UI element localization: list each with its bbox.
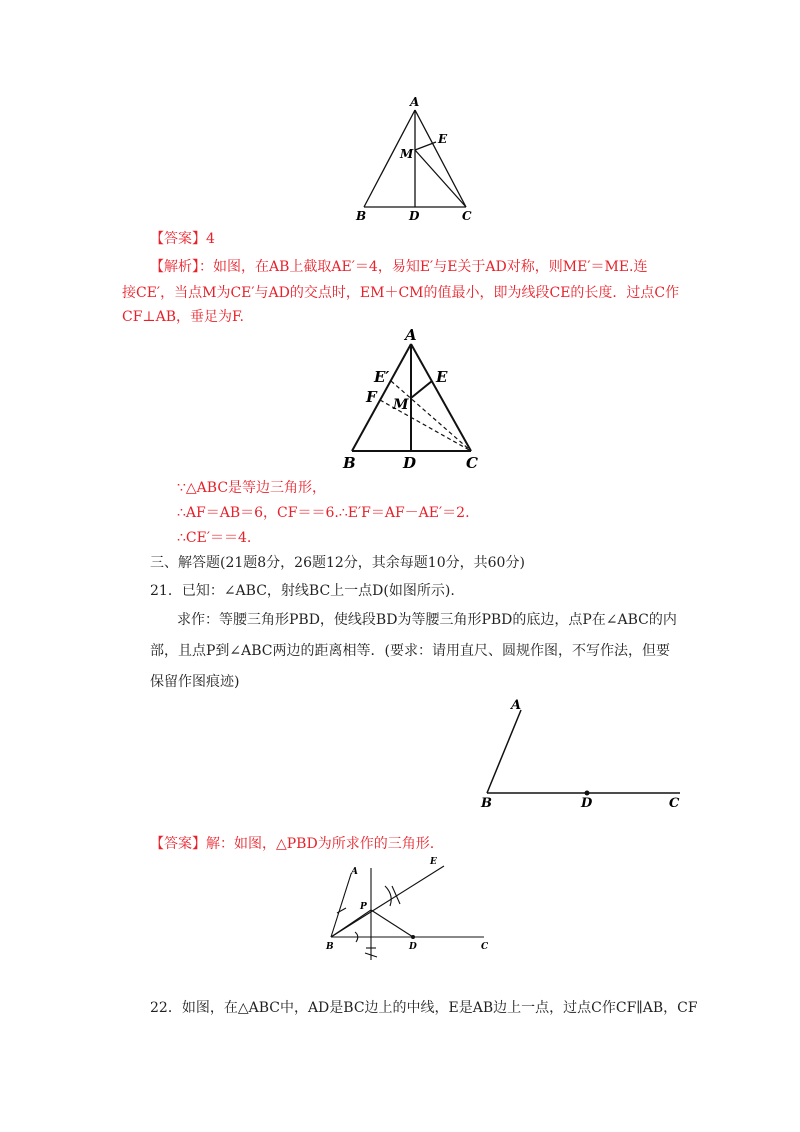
fig3-label-d: D — [581, 796, 593, 811]
q21-line-2: 求作：等腰三角形PBD，使线段BD为等腰三角形PBD的底边，点P在∠ABC的内 — [177, 612, 677, 628]
fig2-label-f: F — [366, 388, 377, 406]
analysis-tag: 【解析】 — [150, 259, 199, 275]
analysis-text-1: ：如图，在AB上截取AE′＝4，易知E′与E关于AD对称，则ME′＝ME.连 — [199, 259, 648, 275]
fig2-label-e-prime: E′ — [374, 368, 390, 386]
fig1-label-c: C — [462, 209, 472, 223]
proof-line-3: ∴CE′＝＝4. — [177, 530, 252, 546]
analysis-line-1 — [150, 257, 648, 277]
fig4-label-e: E — [430, 857, 437, 867]
q21-line-1: 21．已知：∠ABC，射线BC上一点D(如图所示). — [150, 583, 455, 599]
proof-line-1: ∵△ABC是等边三角形， — [177, 480, 327, 496]
proof-line-2: ∴AF＝AB＝6，CF＝＝6.∴E′F＝AF－AE′＝2. — [177, 505, 470, 521]
fig2-label-b: B — [343, 454, 356, 472]
fig1-label-a: A — [410, 95, 420, 109]
answer-tag: 【答案】 — [150, 231, 206, 247]
fig1-label-e: E — [438, 132, 448, 146]
fig4-label-p: P — [360, 902, 367, 912]
fig3-label-c: C — [669, 796, 680, 811]
figure-1 — [340, 92, 490, 227]
fig2-label-m: M — [393, 397, 409, 413]
answer-1 — [150, 229, 215, 249]
fig1-label-d: D — [409, 209, 420, 223]
fig2-label-d: D — [403, 454, 417, 472]
point-d — [585, 791, 590, 796]
figure-3 — [475, 693, 685, 813]
q21-line-3: 部，且点P到∠ABC两边的距离相等．(要求：请用直尺、圆规作图，不写作法，但要 — [150, 643, 670, 659]
analysis-line-3: CF⊥AB，垂足为F. — [122, 309, 244, 325]
analysis-line-2: 接CE′，当点M为CE′与AD的交点时，EM＋CM的值最小，即为线段CE的长度．过点C作 — [122, 285, 680, 301]
fig2-label-e: E — [436, 368, 448, 386]
figure-4 — [320, 852, 495, 970]
fig2-label-a: A — [405, 326, 417, 344]
fig4-label-b: B — [326, 942, 334, 952]
q22-line-1: 22．如图，在△ABC中，AD是BC边上的中线，E是AB边上一点，过点C作CF∥AB，CF — [150, 1000, 698, 1016]
answer-2-tag: 【答案】 — [150, 836, 206, 852]
fig4-label-c: C — [481, 942, 489, 952]
fig3-label-a: A — [511, 698, 522, 713]
answer-2-text: 解：如图，△PBD为所求作的三角形. — [206, 836, 435, 852]
fig1-label-m: M — [400, 147, 414, 161]
fig3-label-b: B — [481, 796, 492, 811]
section-heading: 三、解答题(21题8分，26题12分，其余每题10分，共60分) — [150, 555, 525, 571]
q21-line-4: 保留作图痕迹) — [150, 674, 240, 690]
fig4-label-a: A — [351, 867, 358, 877]
figure-2 — [335, 322, 490, 472]
fig1-label-b: B — [356, 209, 367, 223]
answer-2 — [150, 834, 434, 854]
fig2-label-c: C — [466, 454, 478, 472]
answer-value: 4 — [206, 231, 215, 247]
fig4-label-d: D — [409, 942, 417, 952]
